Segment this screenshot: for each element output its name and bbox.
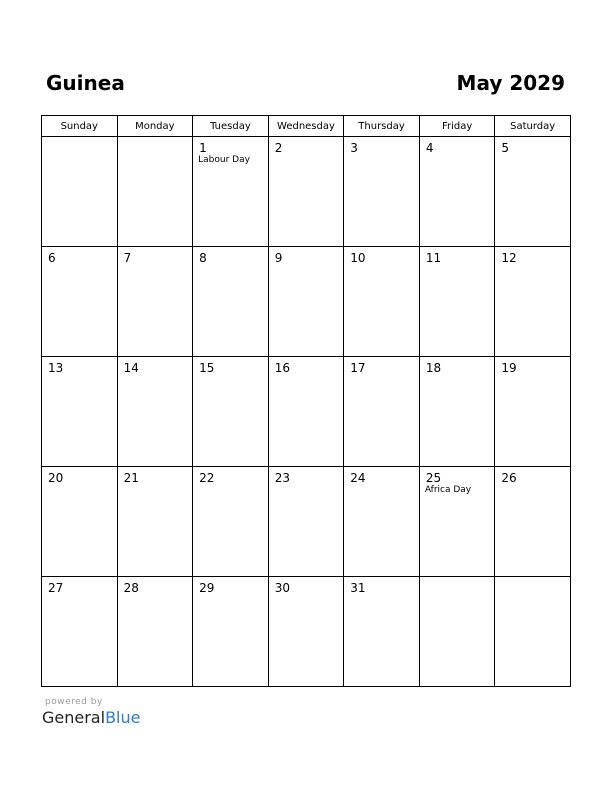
weekday-header: Sunday [42, 116, 118, 137]
holiday-label: Africa Day [424, 485, 472, 495]
holiday-label: Labour Day [198, 155, 250, 165]
day-number: 19 [501, 361, 517, 375]
brand-blue-text: Blue [105, 708, 141, 727]
brand-general-text: General [42, 708, 106, 727]
powered-by-text: powered by [45, 697, 103, 707]
day-cell-empty [117, 137, 193, 247]
weekday-header: Saturday [495, 116, 571, 137]
day-number: 28 [123, 581, 139, 595]
day-cell [344, 577, 420, 687]
day-number: 27 [48, 581, 64, 595]
day-number: 23 [274, 471, 290, 485]
day-cell [344, 247, 420, 357]
day-cell [117, 247, 193, 357]
day-cell [495, 247, 571, 357]
day-cell [42, 467, 118, 577]
week-row [42, 467, 571, 577]
day-cell [344, 357, 420, 467]
day-cell [42, 577, 118, 687]
day-cell [268, 357, 344, 467]
day-number: 5 [501, 141, 510, 155]
day-number: 16 [274, 361, 290, 375]
day-cell [344, 467, 420, 577]
day-cell [193, 577, 269, 687]
day-cell [419, 247, 495, 357]
day-number: 6 [48, 251, 56, 265]
day-number: 25 [425, 471, 442, 485]
day-number: 12 [501, 251, 517, 265]
calendar-grid [41, 115, 571, 687]
day-number: 26 [501, 471, 517, 485]
day-number: 24 [350, 471, 366, 485]
generalblue-logo[interactable] [42, 708, 140, 727]
day-cell [495, 137, 571, 247]
day-cell [495, 357, 571, 467]
country-title: Guinea [46, 71, 125, 95]
day-number: 18 [425, 361, 442, 375]
week-row [42, 357, 571, 467]
week-row [42, 247, 571, 357]
day-number: 3 [350, 141, 358, 155]
day-cell [193, 247, 269, 357]
day-cell [42, 247, 118, 357]
weekday-header: Thursday [344, 116, 420, 137]
day-cell [268, 467, 344, 577]
day-cell [344, 137, 420, 247]
day-cell [193, 467, 269, 577]
day-number: 1 [199, 141, 207, 155]
day-cell [495, 467, 571, 577]
day-cell-empty [419, 577, 495, 687]
day-cell [117, 467, 193, 577]
day-number: 8 [199, 251, 207, 265]
day-cell [117, 357, 193, 467]
day-number: 17 [350, 361, 366, 375]
day-cell [193, 357, 269, 467]
day-number: 22 [199, 471, 215, 485]
day-number: 31 [350, 581, 366, 595]
day-number: 29 [199, 581, 215, 595]
day-number: 4 [425, 141, 434, 155]
month-year-title: May 2029 [456, 71, 565, 95]
day-cell [419, 137, 495, 247]
day-cell [419, 467, 495, 577]
day-cell [117, 577, 193, 687]
day-number: 13 [48, 361, 64, 375]
day-number: 10 [350, 251, 366, 265]
day-cell-empty [42, 137, 118, 247]
day-cell [268, 577, 344, 687]
day-cell [193, 137, 269, 247]
day-number: 21 [123, 471, 139, 485]
day-number: 14 [123, 361, 139, 375]
day-number: 11 [425, 251, 442, 265]
weekday-header: Friday [419, 116, 495, 137]
weekday-header-row [42, 116, 571, 137]
weekday-header: Wednesday [268, 116, 344, 137]
day-cell [268, 137, 344, 247]
day-number: 30 [274, 581, 290, 595]
day-cell [42, 357, 118, 467]
day-cell [268, 247, 344, 357]
week-row [42, 577, 571, 687]
day-number: 9 [274, 251, 283, 265]
day-number: 2 [274, 141, 283, 155]
day-number: 7 [123, 251, 132, 265]
day-number: 15 [199, 361, 215, 375]
weekday-header: Tuesday [193, 116, 269, 137]
day-number: 20 [48, 471, 64, 485]
weekday-header: Monday [117, 116, 193, 137]
day-cell-empty [495, 577, 571, 687]
day-cell [419, 357, 495, 467]
week-row [42, 137, 571, 247]
